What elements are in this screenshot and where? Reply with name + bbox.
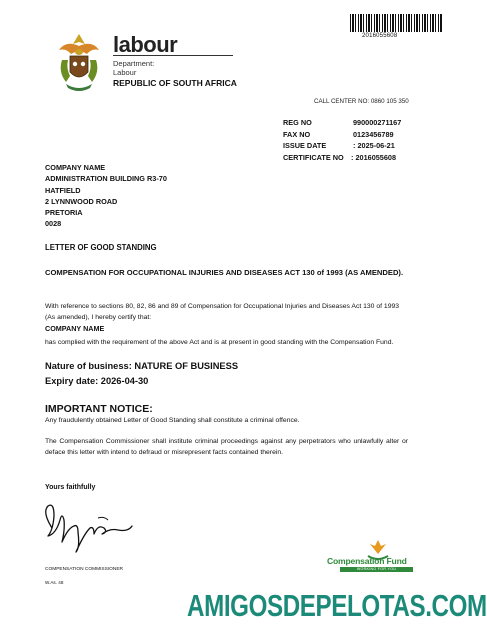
address-line: PRETORIA [45,208,83,218]
header-divider [113,55,233,56]
reg-value: 990000271167 [353,118,402,127]
fax-key: FAX NO [283,129,311,139]
address-line: 2 LYNNWOOD ROAD [45,196,118,206]
issue-date-key: ISSUE DATE [283,141,327,150]
important-notice-heading: IMPORTANT NOTICE: [45,403,153,415]
dept-label: Department: [113,59,155,68]
prosecution-notice: The Compensation Commissioner shall institute criminal proceedings against any perpetrators who unlawfully alter or deface this letter with intend to defraud or misrepresent facts contained therein. [45,438,408,456]
compensation-fund-name: Compensation Fund [327,556,407,566]
address-line: HATFIELD [45,185,81,195]
recipient-address [45,162,167,230]
reg-key: REG NO [283,118,312,127]
address-line: 0028 [45,219,62,229]
act-title: COMPENSATION FOR OCCUPATIONAL INJURIES AND DISEASES ACT 130 of 1993 (AS AMENDED). [45,268,404,277]
fraud-notice: Any fraudulently obtained Letter of Good Standing shall constitute a criminal offence. [45,417,300,424]
reg-row [283,117,401,129]
barcode [350,14,442,32]
nature-of-business: Nature of business: NATURE OF BUSINESS [45,361,239,371]
address-line: ADMINISTRATION BUILDING R3-70 [45,174,167,184]
coat-of-arms-icon [54,32,104,94]
certificate-key: CERTIFICATE NO [283,152,344,162]
watermark: AMIGOSDEPELOTAS.COM [187,588,487,623]
registration-block [283,117,401,163]
closing: Yours faithfully [45,484,96,491]
signature [38,498,148,556]
letter-title: LETTER OF GOOD STANDING [45,243,157,252]
brand-word: labour [113,32,178,57]
compensation-fund-tagline: WORKING FOR YOU [340,567,413,572]
issue-date-value: : 2025-06-21 [353,141,395,150]
call-center: CALL CENTER NO: 0860 105 350 [314,98,409,105]
expiry-date: Expiry date: 2026-04-30 [45,376,149,386]
certificate-value: : 2016055608 [351,152,397,162]
dept-name: Labour [113,68,137,77]
certificate-row [283,152,401,164]
barcode-number: 2016055608 [362,33,398,39]
certified-company: COMPANY NAME [45,324,105,333]
fax-value: 0123456789 [353,129,394,139]
address-line: COMPANY NAME [45,163,106,172]
country-name: REPUBLIC OF SOUTH AFRICA [113,78,237,88]
compliance-paragraph: has complied with the requirement of the above Act and is at present in good standing with the Compensation Fund. [45,339,394,346]
form-code: W.As. 48 [45,580,64,585]
reference-paragraph: With reference to sections 80, 82, 86 and 89 of Compensation for Occupational Injuries and Diseases Act 130 of 1993 (As amended), I hereby certify that: [45,303,400,321]
fax-row [283,129,401,141]
signatory-title: COMPENSATION COMMISSIONER [45,567,123,572]
issue-date-row [283,140,401,152]
